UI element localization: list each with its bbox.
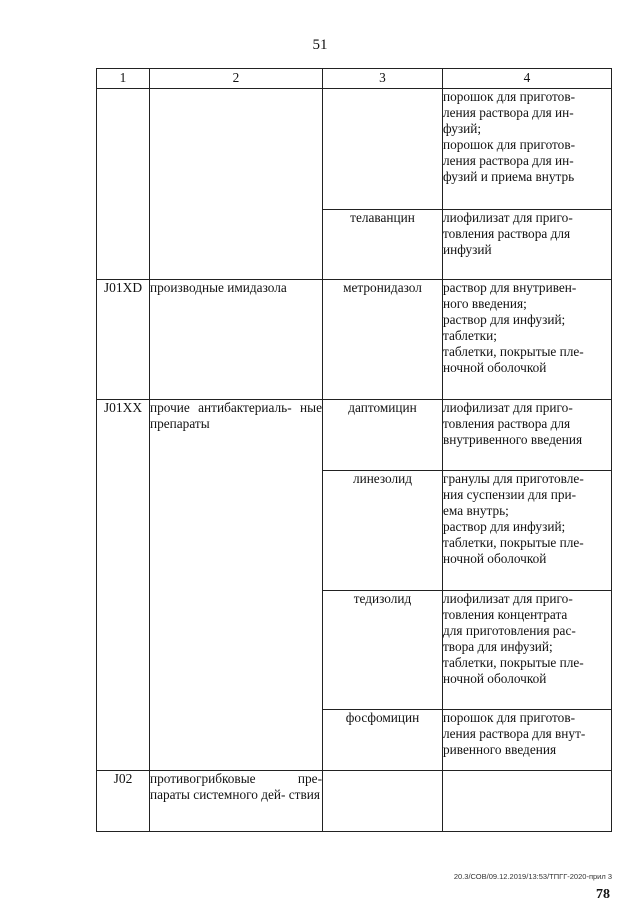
dosage-forms-cell xyxy=(443,771,612,832)
inn-cell: телаванцин xyxy=(323,210,443,280)
dosage-form-line: лиофилизат для приго- xyxy=(443,210,573,225)
inn-cell: метронидазол xyxy=(323,280,443,400)
dosage-form-line: ночной оболочкой xyxy=(443,671,547,686)
dosage-form-line: товления раствора для xyxy=(443,226,571,241)
dosage-form-line: ночной оболочкой xyxy=(443,551,547,566)
group-name-cell: производные имидазола xyxy=(150,280,323,400)
dosage-form-line: таблетки, покрытые пле- xyxy=(443,535,584,550)
inn-cell: линезолид xyxy=(323,471,443,591)
table-row xyxy=(97,400,612,471)
table-row xyxy=(97,280,612,400)
dosage-forms-cell xyxy=(443,591,612,710)
inn-cell: даптомицин xyxy=(323,400,443,471)
dosage-form-line: твора для инфузий; xyxy=(443,639,553,654)
dosage-form-line: ления раствора для ин- xyxy=(443,153,574,168)
dosage-form-line: раствор для внутривен- xyxy=(443,280,577,295)
inn-cell xyxy=(323,771,443,832)
dosage-form-line: порошок для приготов- xyxy=(443,137,576,152)
document-reference: 20.3/СОВ/09.12.2019/13:53/ТПГГ-2020-прил 3 xyxy=(453,872,612,881)
dosage-form-line: ления раствора для внут- xyxy=(443,726,586,741)
group-name-cell: противогрибковые пре- параты системного дей- ствия xyxy=(150,771,323,832)
dosage-forms-cell xyxy=(443,400,612,471)
dosage-form-line: порошок для приготов- xyxy=(443,89,576,104)
dosage-forms-cell xyxy=(443,210,612,280)
dosage-form-line: раствор для инфузий; xyxy=(443,312,566,327)
inn-cell: фосфомицин xyxy=(323,710,443,771)
inn-cell xyxy=(323,89,443,210)
header-row xyxy=(97,69,612,89)
dosage-forms-cell xyxy=(443,471,612,591)
dosage-form-line: лиофилизат для приго- xyxy=(443,400,573,415)
dosage-form-line: раствор для инфузий; xyxy=(443,519,566,534)
footer-page-number: 78 xyxy=(596,887,610,902)
page-number: 51 xyxy=(312,37,328,53)
dosage-form-line: для приготовления рас- xyxy=(443,623,576,638)
atc-code-cell: J01XD xyxy=(97,280,150,400)
dosage-forms-cell xyxy=(443,710,612,771)
dosage-form-line: порошок для приготов- xyxy=(443,710,576,725)
dosage-form-line: фузий; xyxy=(443,121,482,136)
atc-code-cell: J01XX xyxy=(97,400,150,771)
dosage-form-line: гранулы для приготовле- xyxy=(443,471,584,486)
dosage-form-line: ночной оболочкой xyxy=(443,360,547,375)
column-header-1: 1 xyxy=(97,69,150,89)
group-name-cell xyxy=(150,89,323,280)
dosage-form-line: товления раствора для xyxy=(443,416,571,431)
dosage-form-line: товления концентрата xyxy=(443,607,568,622)
dosage-form-line: инфузий xyxy=(443,242,492,257)
dosage-form-line: ления раствора для ин- xyxy=(443,105,574,120)
table-row xyxy=(97,771,612,832)
group-name-cell: прочие антибактериаль- ные препараты xyxy=(150,400,323,771)
table-row xyxy=(97,89,612,210)
dosage-form-line: фузий и приема внутрь xyxy=(443,169,575,184)
dosage-form-line: ния суспензии для при- xyxy=(443,487,577,502)
dosage-form-line: ема внутрь; xyxy=(443,503,509,518)
column-header-3: 3 xyxy=(323,69,443,89)
drug-list-table xyxy=(96,68,612,832)
column-header-2: 2 xyxy=(150,69,323,89)
dosage-forms-cell xyxy=(443,280,612,400)
atc-code-cell xyxy=(97,89,150,280)
atc-code-cell: J02 xyxy=(97,771,150,832)
dosage-forms-cell xyxy=(443,89,612,210)
dosage-form-line: лиофилизат для приго- xyxy=(443,591,573,606)
dosage-form-line: таблетки; xyxy=(443,328,497,343)
dosage-form-line: таблетки, покрытые пле- xyxy=(443,344,584,359)
dosage-form-line: ривенного введения xyxy=(443,742,557,757)
dosage-form-line: ного введения; xyxy=(443,296,527,311)
dosage-form-line: таблетки, покрытые пле- xyxy=(443,655,584,670)
inn-cell: тедизолид xyxy=(323,591,443,710)
dosage-form-line: внутривенного введения xyxy=(443,432,583,447)
column-header-4: 4 xyxy=(443,69,612,89)
